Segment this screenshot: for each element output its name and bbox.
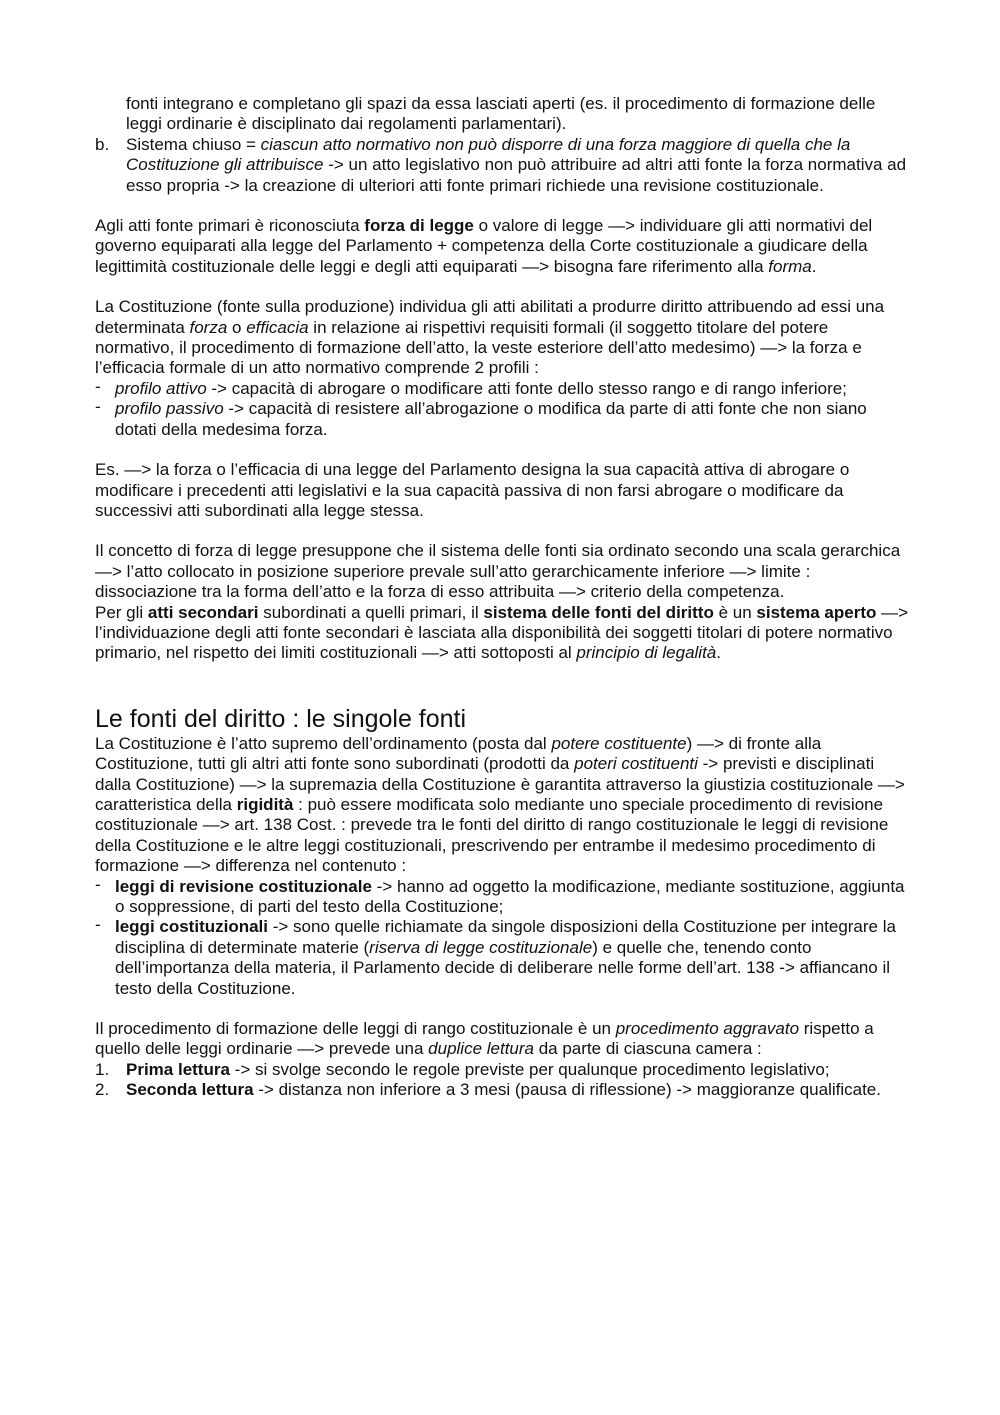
list-item: - leggi di revisione costituzionale -> hanno ad oggetto la modificazione, mediante sostituzione, aggiunta o soppressione, di parti del testo della Costituzione; — [95, 874, 905, 916]
paragraph-forza-di-legge: Agli atti fonte primari è riconosciuta forza di legge o valore di legge —> individuare gli atti normativi del governo equiparati alla legge del Parlamento + competenza della Corte costituzionale a giudicare della legittimità costituzionale delle leggi e degli atti equiparati —> bisogna fare riferimento alla forma. — [95, 216, 873, 276]
paragraph-procedimento-aggravato: Il procedimento di formazione delle leggi di rango costituzionale è un procedimento aggravato rispetto a quello delle leggi ordinarie —> prevede una duplice lettura da parte di ciascuna camera : — [95, 1019, 874, 1059]
list-marker: 1. — [95, 1059, 110, 1079]
list-marker: - — [95, 874, 101, 894]
list-item: - leggi costituzionali -> sono quelle richiamate da singole disposizioni della Costituzione per integrare la disciplina di determinate materie (riserva di legge costituzionale) e quelle che, tenendo conto dell’importanza della materia, il Parlamento decide di deliberare nelle forme dell’art. 138 -> affiancano il testo della Costituzione. — [95, 915, 896, 998]
paragraph-atto-supremo: La Costituzione è l’atto supremo dell’ordinamento (posta dal potere costituente) —> di fronte alla Costituzione, tutti gli altri atti fonte sono subordinati (prodotti da poteri costituenti -> previsti e disciplinati dalla Costituzione) —> la supremazia della Costituzione è garantita attraverso la giustizia costituzionale —> caratteristica della rigidità : può essere modificata solo mediante uno speciale procedimento di revisione costituzionale —> art. 138 Cost. : prevede tra le fonti del diritto di rango costituzionale le leggi di revisione della Costituzione e le altre leggi costituzionali, prescrivendo per entrambe il medesimo procedimento di formazione —> differenza nel contenuto : — [95, 733, 905, 876]
list-item: 1. Prima lettura -> si svolge secondo le regole previste per qualunque procedimento legislativo; — [95, 1059, 830, 1079]
paragraph-atti-secondari: Per gli atti secondari subordinati a quelli primari, il sistema delle fonti del diritto è un sistema aperto —> l’individuazione degli atti fonte secondari è lasciata alla disponibilità dei soggetti titolari di potere normativo primario, nel rispetto dei limiti costituzionali —> atti sottoposti al principio di legalità. — [95, 602, 909, 663]
paragraph-concetto: Il concetto di forza di legge presuppone che il sistema delle fonti sia ordinato secondo una scala gerarchica —> l’atto collocato in posizione superiore prevale sull’atto gerarchicamente inferiore —> limite : dissociazione tra la forma dell’atto e la forza di esso attribuita —> criterio della competenza. — [95, 541, 901, 602]
list-marker: - — [95, 376, 101, 396]
list-item: - profilo attivo -> capacità di abrogare o modificare atti fonte dello stesso rango e di rango inferiore; — [95, 376, 847, 398]
paragraph-costituzione-fonte: La Costituzione (fonte sulla produzione) individua gli atti abilitati a produrre diritto attribuendo ad essi una determinata forza o efficacia in relazione ai rispettivi requisiti formali (il soggetto titolare del potere normativo, il procedimento di formazione dell’atto, la veste esteriore dell’atto medesimo) —> la forza e l’efficacia formale di un atto normativo comprende 2 profili : — [95, 297, 885, 378]
list-marker: 2. — [95, 1080, 110, 1100]
profili-list — [95, 376, 910, 440]
letture-list — [95, 1060, 910, 1101]
list-item: - profilo passivo -> capacità di resistere all’abrogazione o modifica da parte di atti fonte che non siano dotati della medesima forza. — [95, 397, 867, 439]
page-content — [95, 94, 910, 1101]
list-marker: - — [95, 397, 101, 417]
list-marker: - — [95, 915, 101, 935]
list-item: 2. Seconda lettura -> distanza non inferiore a 3 mesi (pausa di riflessione) -> maggioranze qualificate. — [95, 1080, 881, 1100]
list-continuation: fonti integrano e completano gli spazi da essa lasciati aperti (es. il procedimento di formazione delle leggi ordinarie è disciplinato dai regolamenti parlamentari). — [126, 94, 876, 134]
section-heading: Le fonti del diritto : le singole fonti — [95, 704, 467, 733]
list-marker: b. — [95, 134, 110, 154]
list-item-b: b. Sistema chiuso = ciascun atto normativo non può disporre di una forza maggiore di quella che la Costituzione gli attribuisce -> un atto legislativo non può attribuire ad altri atti fonte la forza normativa ad esso propria -> la creazione di ulteriori atti fonte primari richiede una revisione costituzionale. — [95, 134, 907, 195]
leggi-list — [95, 874, 910, 999]
paragraph-esempio: Es. —> la forza o l’efficacia di una legge del Parlamento designa la sua capacità attiva di abrogare o modificare i precedenti atti legislativi e la sua capacità passiva di non farsi abrogare o modificare da successivi atti subordinati alla legge stessa. — [95, 460, 850, 520]
